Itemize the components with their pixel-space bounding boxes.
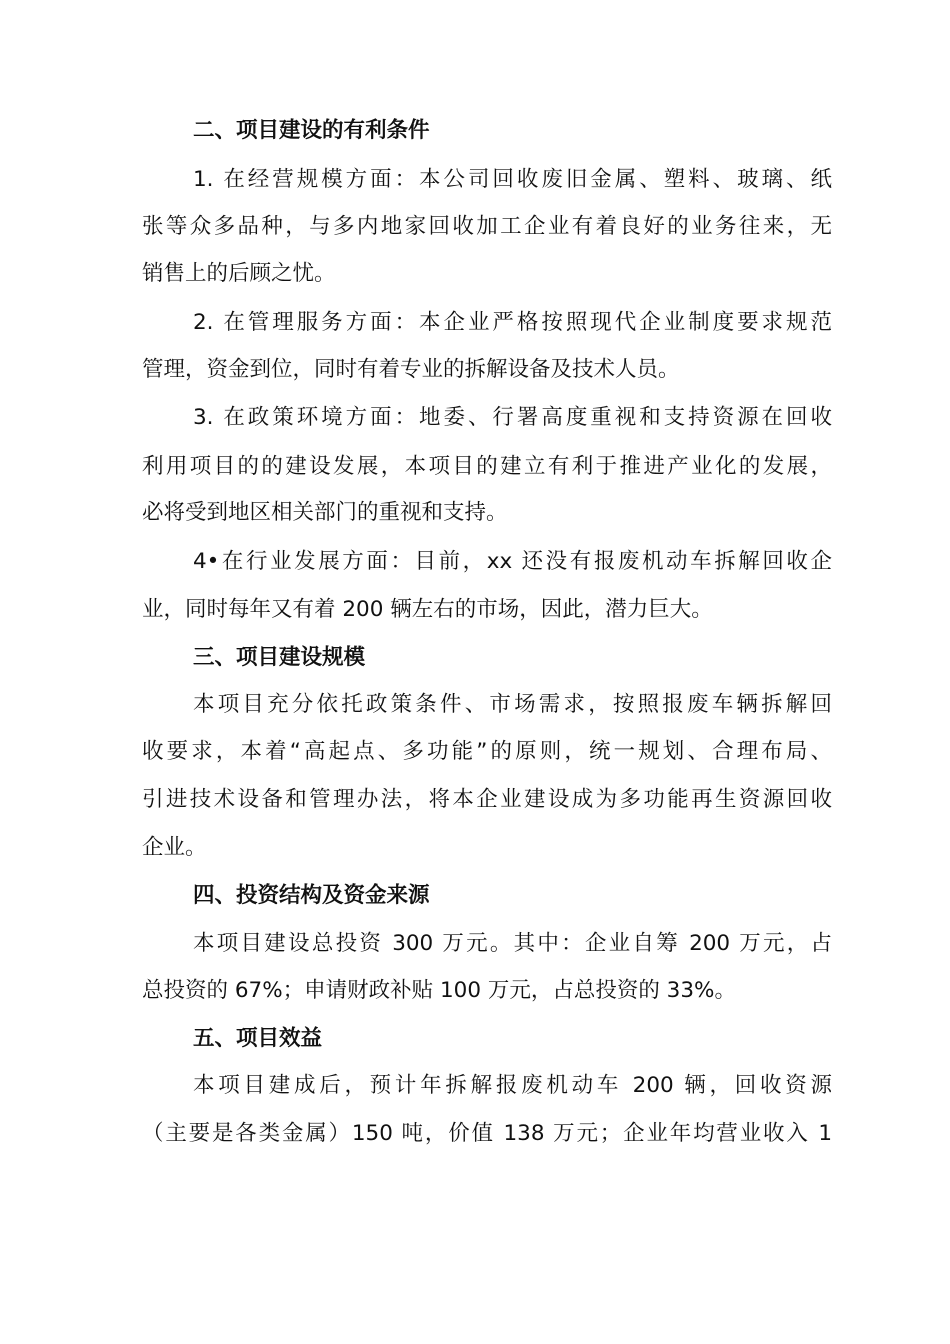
section-heading-favorable-conditions: 二、项目建设的有利条件 xyxy=(193,118,430,143)
paragraph-line: 本项目建设总投资 300 万元。其中：企业自筹 200 万元，占 xyxy=(193,931,832,956)
paragraph-line: 本项目充分依托政策条件、市场需求，按照报废车辆拆解回 xyxy=(193,692,832,717)
paragraph-line: 业，同时每年又有着 200 辆左右的市场，因此，潜力巨大。 xyxy=(142,597,713,622)
paragraph-line: 销售上的后顾之忧。 xyxy=(142,261,336,286)
paragraph-line: 4•在行业发展方面：目前，xx 还没有报废机动车拆解回收企 xyxy=(193,549,832,574)
paragraph-line: 总投资的 67%；申请财政补贴 100 万元，占总投资的 33%。 xyxy=(142,978,736,1003)
paragraph-line: 管理，资金到位，同时有着专业的拆解设备及技术人员。 xyxy=(142,357,680,382)
section-heading-project-benefits: 五、项目效益 xyxy=(193,1026,323,1051)
paragraph-line: 1. 在经营规模方面：本公司回收废旧金属、塑料、玻璃、纸 xyxy=(193,167,832,192)
paragraph-line: 张等众多品种，与多内地家回收加工企业有着良好的业务往来，无 xyxy=(142,214,832,239)
paragraph-line: （主要是各类金属）150 吨，价值 138 万元；企业年均营业收入 1 xyxy=(142,1121,832,1146)
section-heading-construction-scale: 三、项目建设规模 xyxy=(193,645,366,670)
paragraph-line: 利用项目的的建设发展，本项目的建立有利于推进产业化的发展， xyxy=(142,454,832,479)
paragraph-line: 必将受到地区相关部门的重视和支持。 xyxy=(142,500,508,525)
paragraph-line: 2. 在管理服务方面：本企业严格按照现代企业制度要求规范 xyxy=(193,310,832,335)
paragraph-line: 本项目建成后，预计年拆解报废机动车 200 辆，回收资源 xyxy=(193,1073,832,1098)
section-heading-investment-structure: 四、投资结构及资金来源 xyxy=(193,883,430,908)
paragraph-line: 企业。 xyxy=(142,835,207,860)
paragraph-line: 引进技术设备和管理办法，将本企业建设成为多功能再生资源回收 xyxy=(142,787,832,812)
paragraph-line: 收要求，本着“高起点、多功能”的原则，统一规划、合理布局、 xyxy=(142,739,832,764)
paragraph-line: 3. 在政策环境方面：地委、行署高度重视和支持资源在回收 xyxy=(193,405,832,430)
